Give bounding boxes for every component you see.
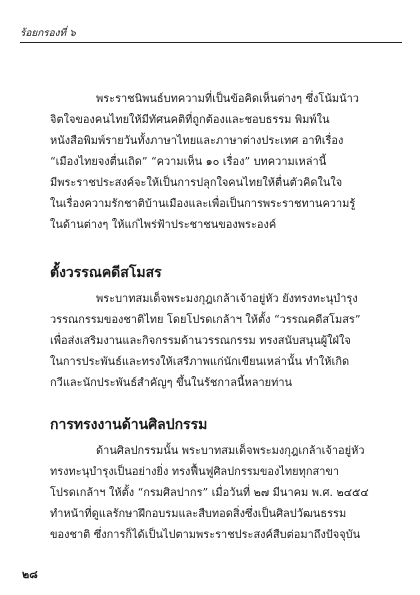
paragraph-line: ทรงทะนุบำรุงเป็นอย่างยิ่ง ทรงฟื้นฟูศิลปกรรมของไทยทุกสาขา bbox=[50, 465, 340, 478]
paragraph-line: ในด้านต่างๆ ให้แก่ไพร่ฟ้าประชาชนของพระองค์ bbox=[50, 218, 277, 231]
paragraph-line: ในเรื่องความรักชาติบ้านเมืองและเพื่อเป็นการพระราชทานความรู้ bbox=[50, 197, 356, 210]
paragraph-line: “เมืองไทยจงตื่นเถิด” “ความเห็น ๑๐ เรื่อง” บทความเหล่านี้ bbox=[50, 155, 327, 168]
paragraph-line: จิตใจของคนไทยให้มีทัศนคติที่ถูกต้องและชอบธรรม พิมพ์ใน bbox=[50, 113, 330, 126]
paragraph-line: ทำหน้าที่ดูแลรักษาฝึกอบรมและสืบทอดสิ่งซึ่งเป็นศิลปวัฒนธรรม bbox=[50, 507, 347, 520]
paragraph-line: พระราชนิพนธ์บทความที่เป็นข้อคิดเห็นต่างๆ ซึ่งโน้มน้าว bbox=[96, 92, 359, 105]
paragraph-line: ด้านศิลปกรรมนั้น พระบาทสมเด็จพระมงกุฎเกล้าเจ้าอยู่หัว bbox=[96, 444, 365, 457]
header-rule bbox=[20, 42, 402, 43]
paragraph-line: ของชาติ ซึ่งการก็ได้เป็นไปตามพระราชประสงค์สืบต่อมาถึงปัจจุบัน bbox=[50, 528, 361, 541]
paragraph-line: หนังสือพิมพ์รายวันทั้งภาษาไทยและภาษาต่างประเทศ อาทิเรื่อง bbox=[50, 134, 344, 147]
paragraph-line: วรรณกรรมของชาติไทย โดยโปรดเกล้าฯ ให้ตั้ง “วรรณคดีสโมสร” bbox=[50, 313, 361, 326]
paragraph-line: ในการประพันธ์และทรงให้เสรีภาพแก่นักเขียนเหล่านั้น ทำให้เกิด bbox=[50, 355, 350, 368]
section-heading-fine-arts: การทรงงานด้านศิลปกรรม bbox=[50, 417, 208, 433]
page-number: ๒๘ bbox=[22, 568, 38, 581]
section-heading-literary-club: ตั้งวรรณคดีสโมสร bbox=[50, 265, 162, 281]
paragraph-line: พระบาทสมเด็จพระมงกุฎเกล้าเจ้าอยู่หัว ยังทรงทะนุบำรุง bbox=[96, 292, 358, 305]
paragraph-line: เพื่อส่งเสริมงานและกิจกรรมด้านวรรณกรรม ทรงสนับสนุนผู้ใฝ่ใจ bbox=[50, 334, 351, 347]
paragraph-line: กวีและนักประพันธ์สำคัญๆ ขึ้นในรัชกาลนี้หลายท่าน bbox=[50, 376, 293, 389]
intro-paragraph bbox=[50, 88, 390, 235]
literary-club-paragraph bbox=[50, 288, 390, 393]
running-header: ร้อยกรองที่ ๖ bbox=[20, 28, 76, 39]
paragraph-line: โปรดเกล้าฯ ให้ตั้ง “กรมศิลปากร” เมื่อวันที่ ๒๗ มีนาคม พ.ศ. ๒๔๕๔ bbox=[50, 486, 369, 499]
paragraph-line: มีพระราชประสงค์จะให้เป็นการปลุกใจคนไทยให้ตื่นตัวคิดในใจ bbox=[50, 176, 343, 189]
fine-arts-paragraph bbox=[50, 440, 390, 545]
